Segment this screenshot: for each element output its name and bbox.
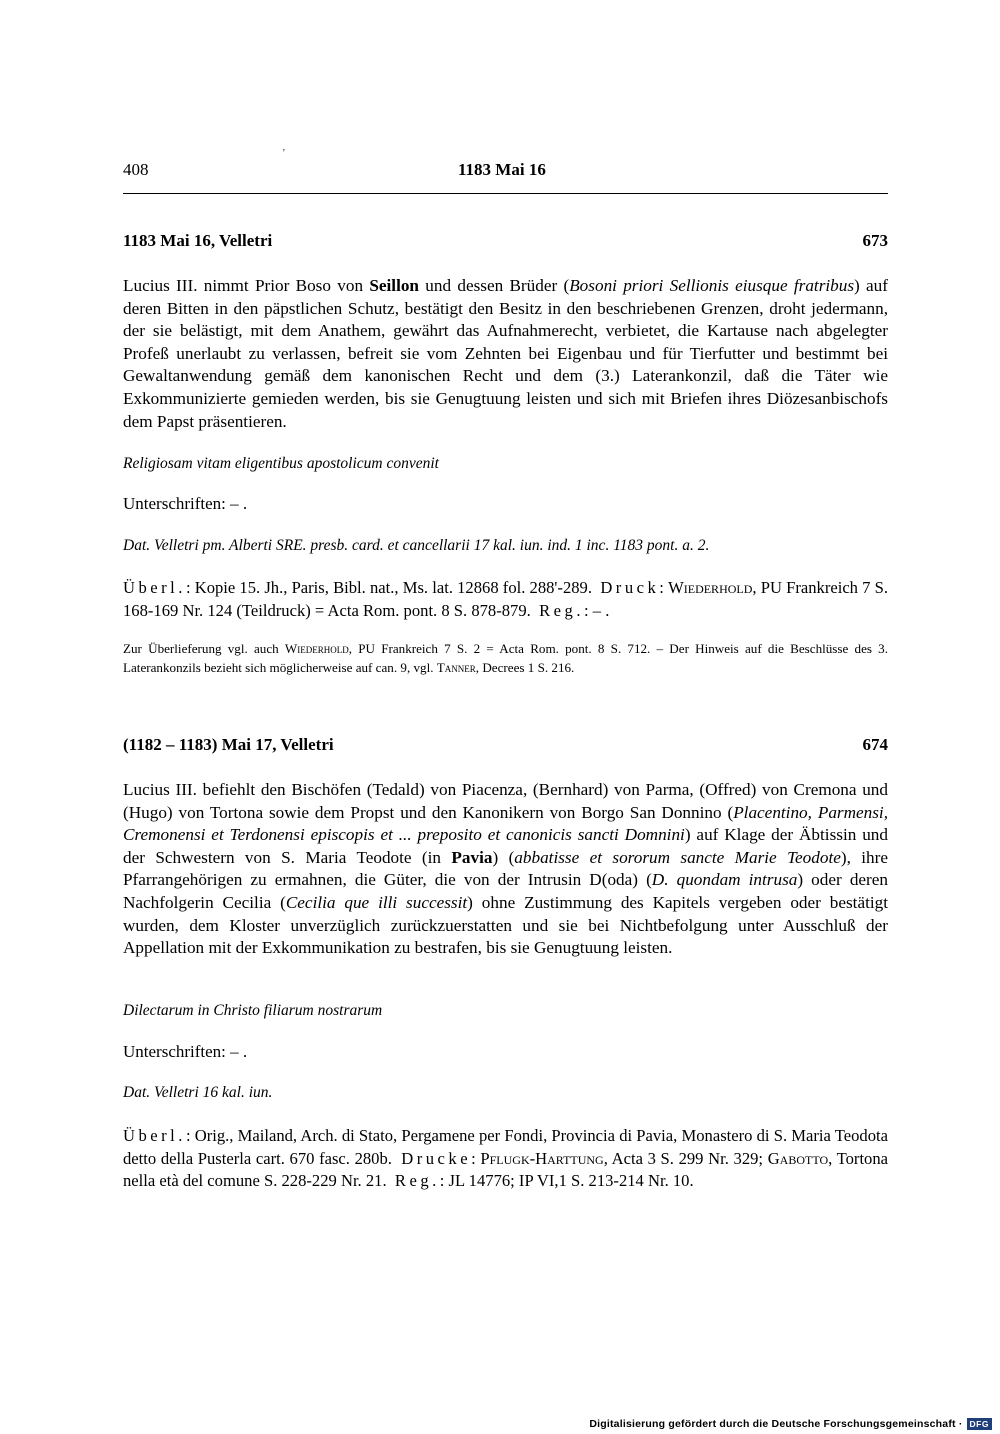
note-text: , Decrees 1 S. 216. — [475, 660, 575, 675]
regest-label: Reg. — [394, 1171, 440, 1191]
print-text: , PU Frankreich 7 S. 168-169 Nr. 124 (Teildruck) = Acta Rom. pont. 8 S. 878-879. — [123, 578, 888, 620]
entry-674-signatures: Unterschriften: – . — [123, 1042, 248, 1061]
entry-673-heading — [123, 231, 888, 251]
entry-number: 674 — [862, 735, 888, 754]
regest-latin-quote: Bosoni priori Sellionis eiusque fratribus — [569, 276, 855, 295]
regest-ref-text: : – . — [583, 600, 610, 620]
regest-text: Lucius III. nimmt Prior Boso von — [123, 276, 370, 295]
regest-latin-quote: Placentino, Parmensi, Cremonensi et Terdonensi episcopis et ... preposito et canonicis sancti Domnini — [123, 802, 888, 845]
entry-674-tradition: Überl.: Orig., Mailand, Arch. di Stato, Pergamene per Fondi, Provincia di Pavia, Monastero di S. Maria Teodota detto della Pusterla cart. 670 fasc. 280b. Drucke: Pflugk-Harttung, Acta 3 S. 299 Nr. 329; Gabotto, Tortona nella età del comune S. 228-229 Nr. 21. Reg.: JL 14776; IP VI,1 S. 213-214 Nr. 10. — [123, 1126, 889, 1191]
regest-text: Lucius III. befiehlt den Bischöfen (Tedald) von Piacenza, (Bernhard) von Parma, (Offred) von Cremona und (Hugo) von Tortona sowie dem Propst und den Kanonikern von Borgo San Donnino ( — [123, 780, 888, 822]
regest-latin-quote: abbatisse et sororum sancte Marie Teodote — [514, 847, 841, 867]
regest-text: ) oder deren Nachfolgerin Cecilia ( — [123, 870, 888, 912]
entry-674-regest — [123, 779, 888, 960]
entry-674-heading — [123, 735, 888, 755]
note-text: Zur Überlieferung vgl. auch — [123, 641, 285, 656]
regest-text: ) ohne Zustimmung des Kapitels vergeben oder bestätigt wurden, dem Kloster unverzüglich zurückzuerstatten und sie bei Nichtbefolgung unter Ausschluß der Appellation mit der Exkommunikation zu bestrafen, bis sie Genugtuung leisten. — [123, 892, 888, 958]
entry-673-note — [123, 639, 888, 677]
regest-label: Reg. — [539, 600, 584, 620]
tradition-label: Überl. — [123, 1126, 186, 1145]
entry-date-place: (1182 – 1183) Mai 17, Velletri — [123, 735, 334, 754]
note-author: Wiederhold — [284, 641, 349, 656]
entry-673-signatures: Unterschriften: – . — [123, 494, 248, 513]
regest-text: ) ( — [492, 847, 515, 867]
entry-674-dating: Dat. Velletri 16 kal. iun. — [123, 1084, 273, 1101]
note-author: Tanner — [436, 660, 476, 675]
regest-text: und dessen Brüder ( — [419, 276, 570, 295]
entry-date-place: 1183 Mai 16, Velletri — [123, 231, 273, 250]
print-label: Drucke — [401, 1148, 472, 1168]
regest-latin-quote: D. quondam intrusa — [651, 870, 798, 890]
entry-674-incipit: Dilectarum in Christo filiarum nostrarum — [123, 1002, 383, 1019]
print-label: Druck — [600, 578, 660, 597]
footer-text: Digitalisierung gefördert durch die Deutsche Forschungsgemeinschaft · — [589, 1418, 963, 1430]
regest-text: ) auf Klage der Äbtissin und der Schwestern von S. Maria Teodote (in — [123, 825, 888, 867]
page-number: 408 — [123, 160, 149, 179]
digitization-footer — [589, 1417, 992, 1431]
regest-latin-quote: Cecilia que illi successit — [285, 892, 468, 912]
tradition-text: : Kopie 15. Jh., Paris, Bibl. nat., Ms. lat. 12868 fol. 288'-289. — [185, 578, 592, 597]
running-title: 1183 Mai 16 — [458, 160, 546, 179]
header-rule — [123, 193, 888, 194]
regest-ref-text: : JL 14776; IP VI,1 S. 213-214 Nr. 10. — [439, 1171, 694, 1191]
regest-place-name: Pavia — [451, 847, 493, 867]
tradition-label: Überl. — [123, 578, 186, 597]
regest-text: ), ihre Pfarrangehörigen zu ermahnen, die Güter, die von der Intrusin D(oda) ( — [123, 847, 888, 890]
entry-673-tradition: Überl.: Kopie 15. Jh., Paris, Bibl. nat., Ms. lat. 12868 fol. 288'-289. Druck: Wiederhold, PU Frankreich 7 S. 168-169 Nr. 124 (Teildruck) = Acta Rom. pont. 8 S. 878-879. Reg.: – . — [123, 578, 888, 620]
regest-place-name: Seillon — [369, 276, 419, 295]
print-author: Gabotto — [767, 1148, 829, 1168]
print-text: , Tortona nella età del comune S. 228-229 Nr. 21. — [123, 1148, 889, 1191]
dfg-logo: DFG — [967, 1418, 992, 1430]
print-author: Wiederhold — [668, 578, 753, 597]
entry-673-incipit: Religiosam vitam eligentibus apostolicum convenit — [123, 455, 439, 472]
entry-673-dating: Dat. Velletri pm. Alberti SRE. presb. card. et cancellarii 17 kal. iun. ind. 1 inc. 1183 pont. a. 2. — [123, 537, 710, 554]
regest-text: ) auf deren Bitten in den päpstlichen Schutz, bestätigt den Besitz in den beschriebenen Grenzen, droht jedermann, der sie belästigt, mit dem Anathem, gewährt das Aufnahmerecht, verbietet, die Kartause nach abgelegter Profeß unerlaubt zu verlassen, befreit sie vom Zehnten bei Eigenbau und für Tierfutter und bestimmt bei Gewaltanwendung gemäß dem kanonischen Recht und dem (3.) Laterankonzil, daß die Täter wie Exkommunizierte gemieden werden, bis sie Genugtuung leisten und sich mit Briefen ihres Diözesanbischofs dem Papst präsentieren. — [123, 276, 888, 431]
print-author: Pflugk-Harttung — [480, 1148, 604, 1168]
stray-mark: ' — [283, 148, 285, 159]
print-text: , Acta 3 S. 299 Nr. 329; — [603, 1148, 768, 1168]
entry-number: 673 — [862, 231, 888, 250]
note-text: , PU Frankreich 7 S. 2 = Acta Rom. pont. 8 S. 712. – Der Hinweis auf die Beschlüsse des 3. Laterankonzils bezieht sich möglicherweise auf can. 9, vgl. — [123, 641, 889, 675]
tradition-text: : Orig., Mailand, Arch. di Stato, Pergamene per Fondi, Provincia di Pavia, Monastero di S. Maria Teodota detto della Pusterla cart. 670 fasc. 280b. — [123, 1126, 888, 1168]
entry-673-regest — [123, 275, 888, 433]
